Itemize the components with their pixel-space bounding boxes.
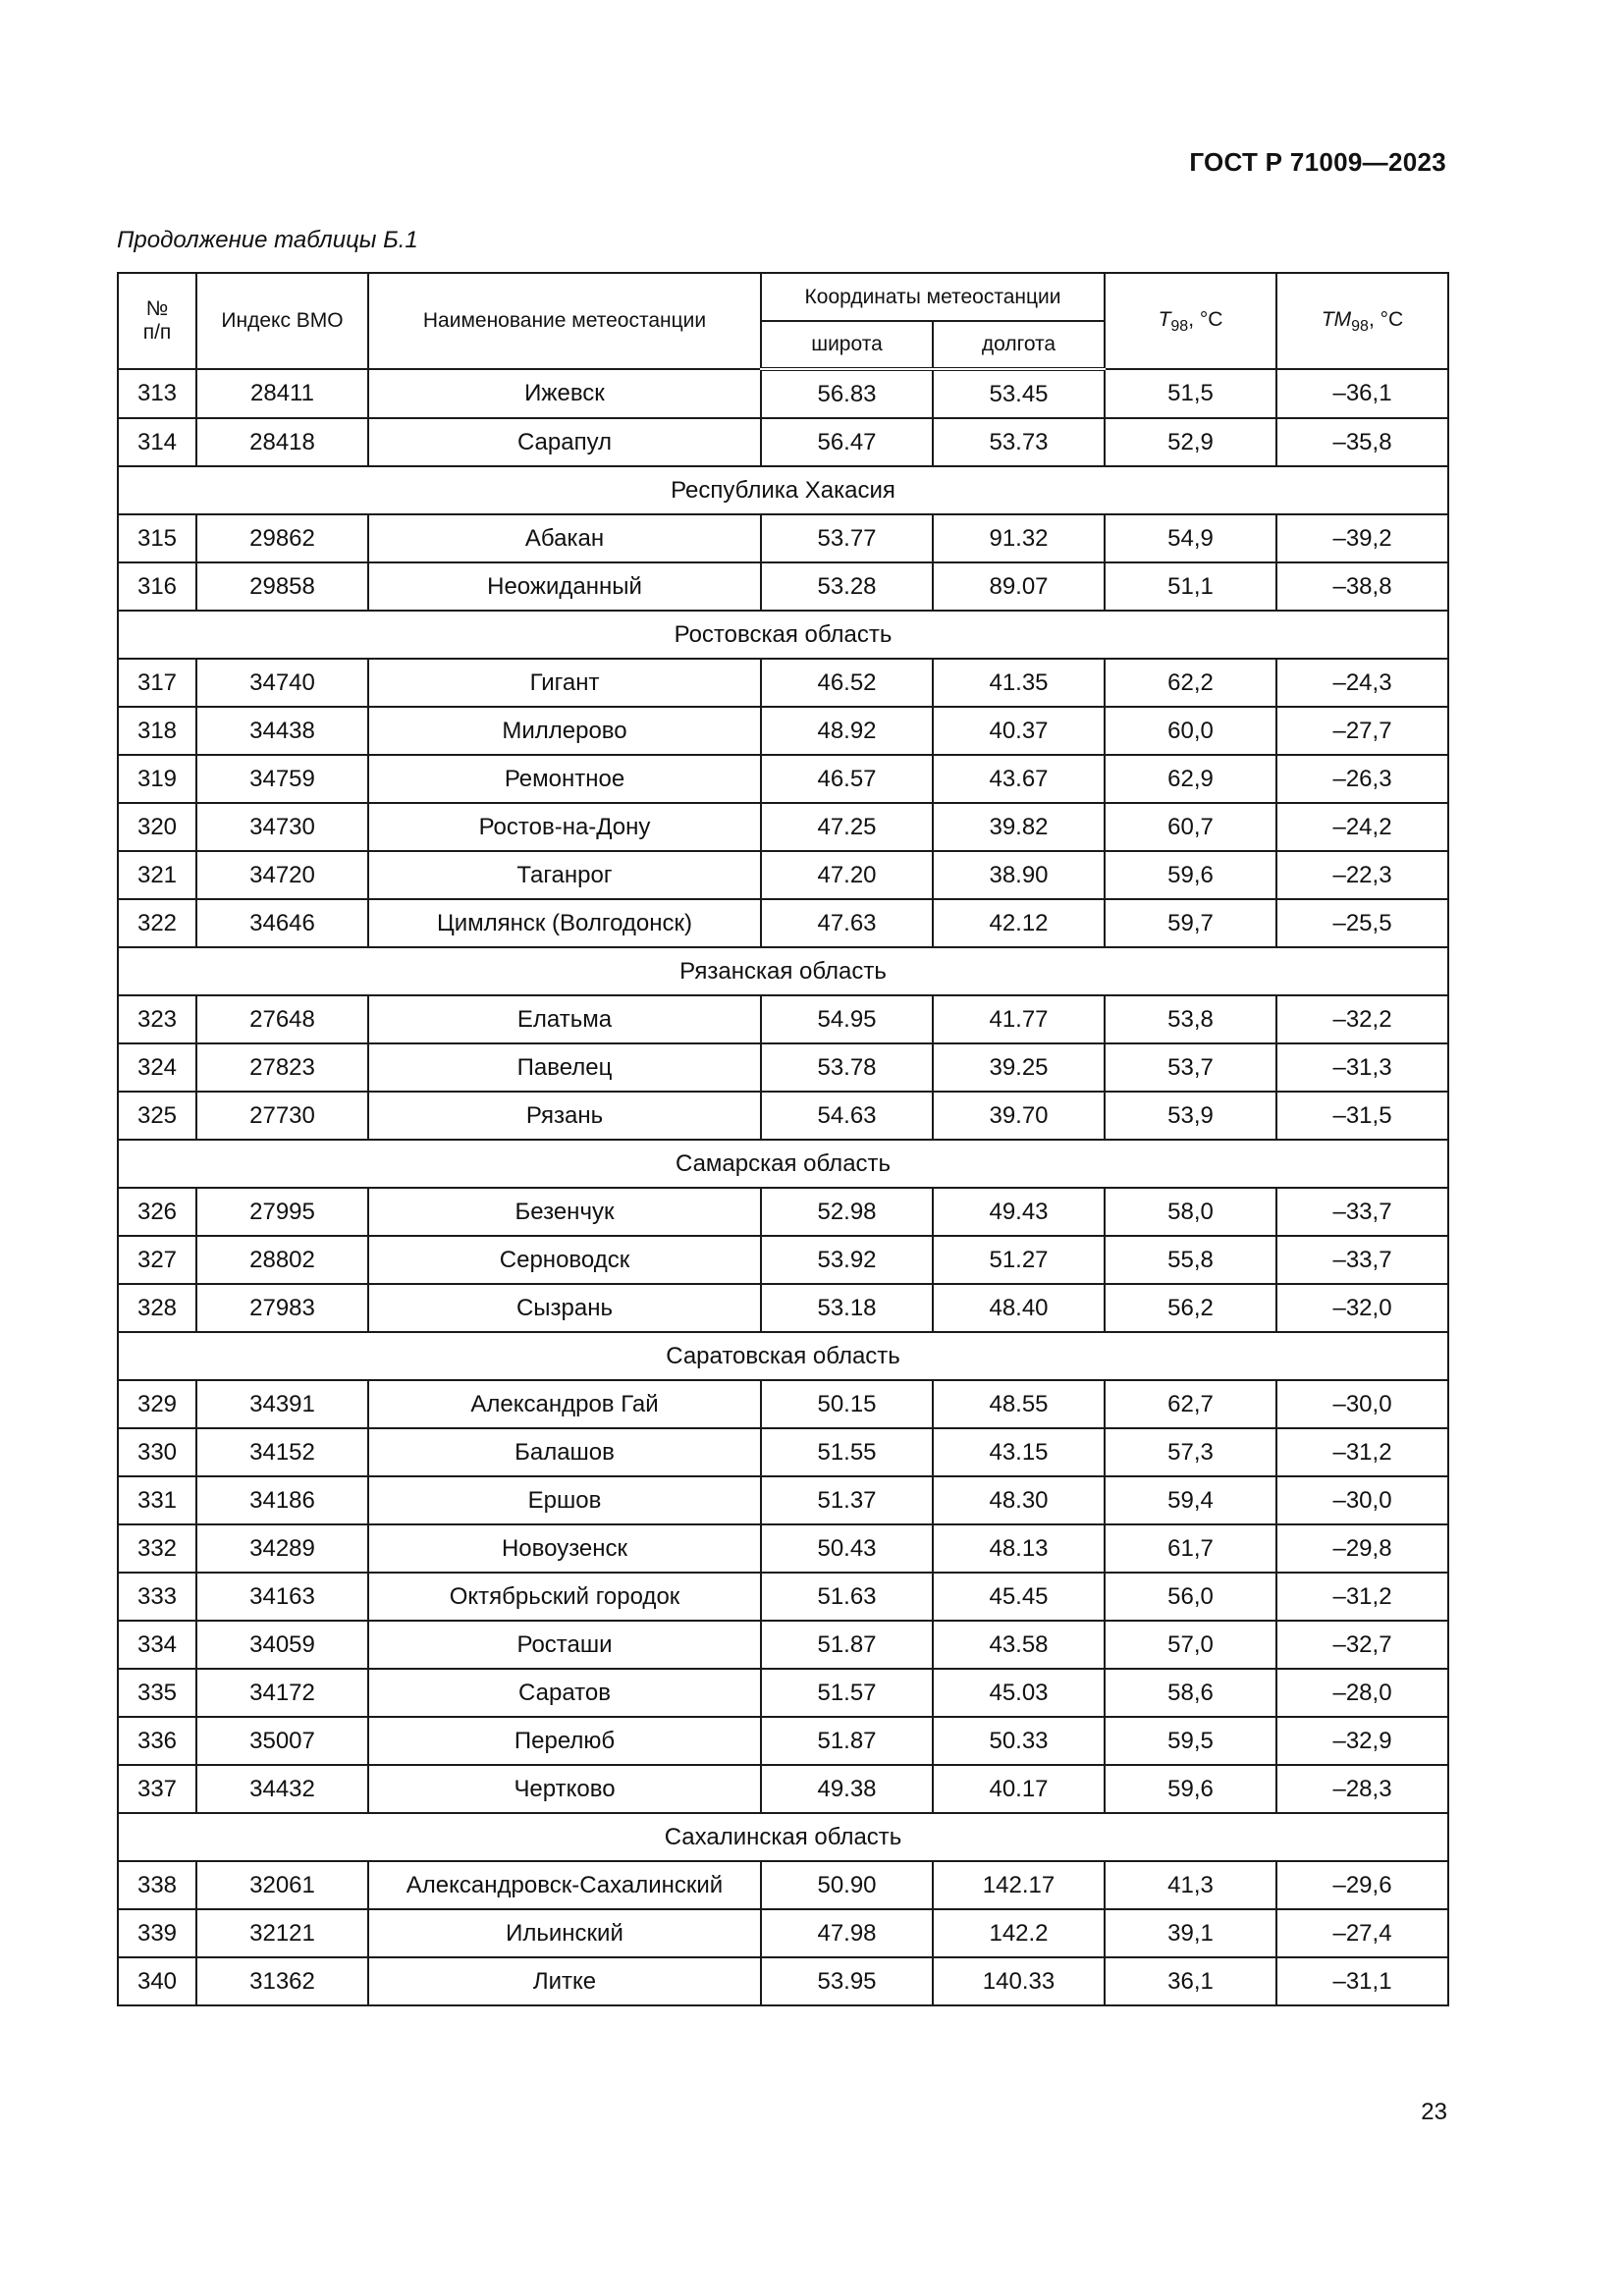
tm98-value: –35,8 [1276,418,1448,466]
wmo-index: 34759 [196,755,368,803]
row-number: 318 [118,707,196,755]
table-row [118,418,1448,466]
t98-unit: , °C [1188,308,1223,331]
t98-value: 60,0 [1105,707,1276,755]
tm98-symbol: TM [1321,308,1352,331]
table-row [118,1284,1448,1332]
station-name: Серноводск [368,1236,761,1284]
row-number: 337 [118,1765,196,1813]
table-row [118,1380,1448,1428]
t98-value: 59,4 [1105,1476,1276,1524]
tm98-value: –38,8 [1276,562,1448,611]
longitude: 40.17 [933,1765,1105,1813]
table-row [118,1669,1448,1717]
wmo-index: 28418 [196,418,368,466]
t98-value: 36,1 [1105,1957,1276,2005]
station-name: Рязань [368,1092,761,1140]
tm98-value: –33,7 [1276,1188,1448,1236]
t98-value: 61,7 [1105,1524,1276,1573]
row-number: 316 [118,562,196,611]
row-number: 334 [118,1621,196,1669]
tm98-value: –27,4 [1276,1909,1448,1957]
wmo-index: 34186 [196,1476,368,1524]
table-row [118,851,1448,899]
weather-stations-table [117,272,1449,2006]
table-row [118,1861,1448,1909]
table-row [118,1524,1448,1573]
tm98-subscript: 98 [1351,318,1369,335]
t98-value: 54,9 [1105,514,1276,562]
latitude: 51.57 [761,1669,933,1717]
wmo-index: 32061 [196,1861,368,1909]
latitude: 56.83 [761,369,933,418]
section-row [118,1813,1448,1861]
column-header-longitude: долгота [933,321,1105,369]
longitude: 53.73 [933,418,1105,466]
latitude: 50.43 [761,1524,933,1573]
row-number: 313 [118,369,196,418]
t98-value: 58,6 [1105,1669,1276,1717]
station-name: Сарапул [368,418,761,466]
t98-value: 62,2 [1105,659,1276,707]
station-name: Миллерово [368,707,761,755]
t98-value: 59,6 [1105,851,1276,899]
t98-value: 62,7 [1105,1380,1276,1428]
latitude: 53.77 [761,514,933,562]
latitude: 51.63 [761,1573,933,1621]
longitude: 45.45 [933,1573,1105,1621]
station-name: Павелец [368,1043,761,1092]
row-number: 340 [118,1957,196,2005]
table-row [118,1573,1448,1621]
longitude: 39.70 [933,1092,1105,1140]
tm98-value: –31,2 [1276,1428,1448,1476]
row-number: 336 [118,1717,196,1765]
tm98-value: –32,0 [1276,1284,1448,1332]
longitude: 39.25 [933,1043,1105,1092]
t98-value: 39,1 [1105,1909,1276,1957]
number-abbrev: п/п [142,321,172,344]
station-name: Ижевск [368,369,761,418]
wmo-index: 31362 [196,1957,368,2005]
longitude: 43.15 [933,1428,1105,1476]
wmo-index: 27823 [196,1043,368,1092]
latitude: 54.63 [761,1092,933,1140]
latitude: 54.95 [761,995,933,1043]
row-number: 339 [118,1909,196,1957]
wmo-index: 28411 [196,369,368,418]
document-standard-number: ГОСТ Р 71009—2023 [1189,147,1446,177]
row-number: 317 [118,659,196,707]
row-number: 323 [118,995,196,1043]
latitude: 49.38 [761,1765,933,1813]
longitude: 48.55 [933,1380,1105,1428]
t98-value: 55,8 [1105,1236,1276,1284]
row-number: 322 [118,899,196,947]
tm98-value: –31,3 [1276,1043,1448,1092]
row-number: 331 [118,1476,196,1524]
station-name: Ростов-на-Дону [368,803,761,851]
latitude: 56.47 [761,418,933,466]
tm98-value: –25,5 [1276,899,1448,947]
latitude: 47.25 [761,803,933,851]
row-number: 330 [118,1428,196,1476]
row-number: 314 [118,418,196,466]
latitude: 51.87 [761,1717,933,1765]
station-name: Росташи [368,1621,761,1669]
section-title: Ростовская область [118,611,1448,659]
column-header-latitude: широта [761,321,933,369]
t98-value: 53,7 [1105,1043,1276,1092]
wmo-index: 34730 [196,803,368,851]
t98-value: 58,0 [1105,1188,1276,1236]
tm98-value: –32,2 [1276,995,1448,1043]
table-row [118,562,1448,611]
tm98-value: –27,7 [1276,707,1448,755]
section-row [118,947,1448,995]
table-row [118,1909,1448,1957]
station-name: Литке [368,1957,761,2005]
longitude: 38.90 [933,851,1105,899]
latitude: 51.87 [761,1621,933,1669]
row-number: 332 [118,1524,196,1573]
t98-value: 52,9 [1105,418,1276,466]
table-row [118,1188,1448,1236]
longitude: 43.58 [933,1621,1105,1669]
tm98-value: –28,0 [1276,1669,1448,1717]
station-name: Ершов [368,1476,761,1524]
station-name: Новоузенск [368,1524,761,1573]
table-row [118,755,1448,803]
table-row [118,1957,1448,2005]
wmo-index: 28802 [196,1236,368,1284]
longitude: 40.37 [933,707,1105,755]
wmo-index: 34163 [196,1573,368,1621]
latitude: 53.78 [761,1043,933,1092]
latitude: 46.57 [761,755,933,803]
tm98-value: –31,2 [1276,1573,1448,1621]
latitude: 53.95 [761,1957,933,2005]
latitude: 47.63 [761,899,933,947]
table-row [118,659,1448,707]
latitude: 53.18 [761,1284,933,1332]
row-number: 324 [118,1043,196,1092]
row-number: 329 [118,1380,196,1428]
longitude: 51.27 [933,1236,1105,1284]
row-number: 325 [118,1092,196,1140]
latitude: 50.15 [761,1380,933,1428]
table-row [118,1621,1448,1669]
t98-value: 56,0 [1105,1573,1276,1621]
tm98-value: –30,0 [1276,1380,1448,1428]
row-number: 335 [118,1669,196,1717]
wmo-index: 34289 [196,1524,368,1573]
longitude: 142.17 [933,1861,1105,1909]
page-number: 23 [1421,2099,1447,2125]
station-name: Неожиданный [368,562,761,611]
section-row [118,1332,1448,1380]
station-name: Александров Гай [368,1380,761,1428]
t98-value: 62,9 [1105,755,1276,803]
wmo-index: 34059 [196,1621,368,1669]
longitude: 53.45 [933,369,1105,418]
wmo-index: 34432 [196,1765,368,1813]
station-name: Цимлянск (Волгодонск) [368,899,761,947]
longitude: 41.35 [933,659,1105,707]
section-title: Рязанская область [118,947,1448,995]
longitude: 142.2 [933,1909,1105,1957]
station-name: Сызрань [368,1284,761,1332]
wmo-index: 34172 [196,1669,368,1717]
table-header [118,273,1448,369]
table-row [118,707,1448,755]
table-row [118,1236,1448,1284]
tm98-value: –36,1 [1276,369,1448,418]
station-name: Безенчук [368,1188,761,1236]
t98-value: 57,0 [1105,1621,1276,1669]
table-caption: Продолжение таблицы Б.1 [117,227,418,253]
longitude: 39.82 [933,803,1105,851]
row-number: 315 [118,514,196,562]
wmo-index: 32121 [196,1909,368,1957]
t98-value: 41,3 [1105,1861,1276,1909]
latitude: 53.92 [761,1236,933,1284]
row-number: 321 [118,851,196,899]
wmo-index: 34391 [196,1380,368,1428]
tm98-value: –32,9 [1276,1717,1448,1765]
wmo-index: 34720 [196,851,368,899]
wmo-index: 34646 [196,899,368,947]
t98-value: 59,6 [1105,1765,1276,1813]
longitude: 48.13 [933,1524,1105,1573]
longitude: 89.07 [933,562,1105,611]
wmo-index: 34152 [196,1428,368,1476]
tm98-value: –22,3 [1276,851,1448,899]
station-name: Ремонтное [368,755,761,803]
longitude: 50.33 [933,1717,1105,1765]
section-row [118,466,1448,514]
latitude: 47.20 [761,851,933,899]
row-number: 319 [118,755,196,803]
latitude: 50.90 [761,1861,933,1909]
table-row [118,1428,1448,1476]
t98-value: 51,1 [1105,562,1276,611]
wmo-index: 35007 [196,1717,368,1765]
number-sign: № [145,297,169,320]
tm98-value: –31,5 [1276,1092,1448,1140]
station-name: Елатьма [368,995,761,1043]
station-name: Перелюб [368,1717,761,1765]
t98-value: 60,7 [1105,803,1276,851]
t98-subscript: 98 [1170,318,1189,335]
row-number: 320 [118,803,196,851]
wmo-index: 34740 [196,659,368,707]
tm98-value: –31,1 [1276,1957,1448,2005]
t98-value: 56,2 [1105,1284,1276,1332]
longitude: 43.67 [933,755,1105,803]
station-name: Саратов [368,1669,761,1717]
table-row [118,1765,1448,1813]
table-body [118,369,1448,2005]
tm98-value: –29,8 [1276,1524,1448,1573]
station-name: Александровск-Сахалинский [368,1861,761,1909]
t98-value: 51,5 [1105,369,1276,418]
latitude: 51.37 [761,1476,933,1524]
tm98-unit: , °C [1368,308,1404,331]
wmo-index: 29862 [196,514,368,562]
station-name: Гигант [368,659,761,707]
wmo-index: 27730 [196,1092,368,1140]
station-name: Чертково [368,1765,761,1813]
longitude: 48.40 [933,1284,1105,1332]
tm98-value: –30,0 [1276,1476,1448,1524]
station-name: Абакан [368,514,761,562]
latitude: 53.28 [761,562,933,611]
wmo-index: 27995 [196,1188,368,1236]
latitude: 47.98 [761,1909,933,1957]
tm98-value: –33,7 [1276,1236,1448,1284]
row-number: 327 [118,1236,196,1284]
tm98-value: –39,2 [1276,514,1448,562]
table-row [118,369,1448,418]
section-title: Сахалинская область [118,1813,1448,1861]
tm98-value: –24,2 [1276,803,1448,851]
tm98-value: –28,3 [1276,1765,1448,1813]
row-number: 326 [118,1188,196,1236]
t98-value: 53,9 [1105,1092,1276,1140]
longitude: 91.32 [933,514,1105,562]
station-name: Таганрог [368,851,761,899]
column-header-t98 [1105,273,1276,369]
table-row [118,514,1448,562]
wmo-index: 27983 [196,1284,368,1332]
tm98-value: –24,3 [1276,659,1448,707]
t98-symbol: T [1158,308,1171,331]
table-row [118,1717,1448,1765]
latitude: 46.52 [761,659,933,707]
section-title: Саратовская область [118,1332,1448,1380]
t98-value: 57,3 [1105,1428,1276,1476]
t98-value: 59,5 [1105,1717,1276,1765]
longitude: 140.33 [933,1957,1105,2005]
station-name: Октябрьский городок [368,1573,761,1621]
column-header-number [118,273,196,369]
t98-value: 59,7 [1105,899,1276,947]
table-row [118,995,1448,1043]
latitude: 48.92 [761,707,933,755]
column-header-wmo-index: Индекс ВМО [196,273,368,369]
longitude: 48.30 [933,1476,1105,1524]
section-row [118,611,1448,659]
t98-value: 53,8 [1105,995,1276,1043]
station-name: Балашов [368,1428,761,1476]
column-header-tm98 [1276,273,1448,369]
column-header-station-name: Наименование метеостанции [368,273,761,369]
tm98-value: –32,7 [1276,1621,1448,1669]
row-number: 333 [118,1573,196,1621]
station-name: Ильинский [368,1909,761,1957]
wmo-index: 29858 [196,562,368,611]
row-number: 338 [118,1861,196,1909]
table-row [118,803,1448,851]
wmo-index: 34438 [196,707,368,755]
tm98-value: –29,6 [1276,1861,1448,1909]
longitude: 42.12 [933,899,1105,947]
longitude: 49.43 [933,1188,1105,1236]
section-title: Республика Хакасия [118,466,1448,514]
table-row [118,1476,1448,1524]
column-header-coordinates: Координаты метеостанции [761,273,1105,321]
tm98-value: –26,3 [1276,755,1448,803]
section-title: Самарская область [118,1140,1448,1188]
table-row [118,1092,1448,1140]
table-row [118,1043,1448,1092]
latitude: 52.98 [761,1188,933,1236]
longitude: 45.03 [933,1669,1105,1717]
section-row [118,1140,1448,1188]
wmo-index: 27648 [196,995,368,1043]
row-number: 328 [118,1284,196,1332]
latitude: 51.55 [761,1428,933,1476]
table-row [118,899,1448,947]
longitude: 41.77 [933,995,1105,1043]
